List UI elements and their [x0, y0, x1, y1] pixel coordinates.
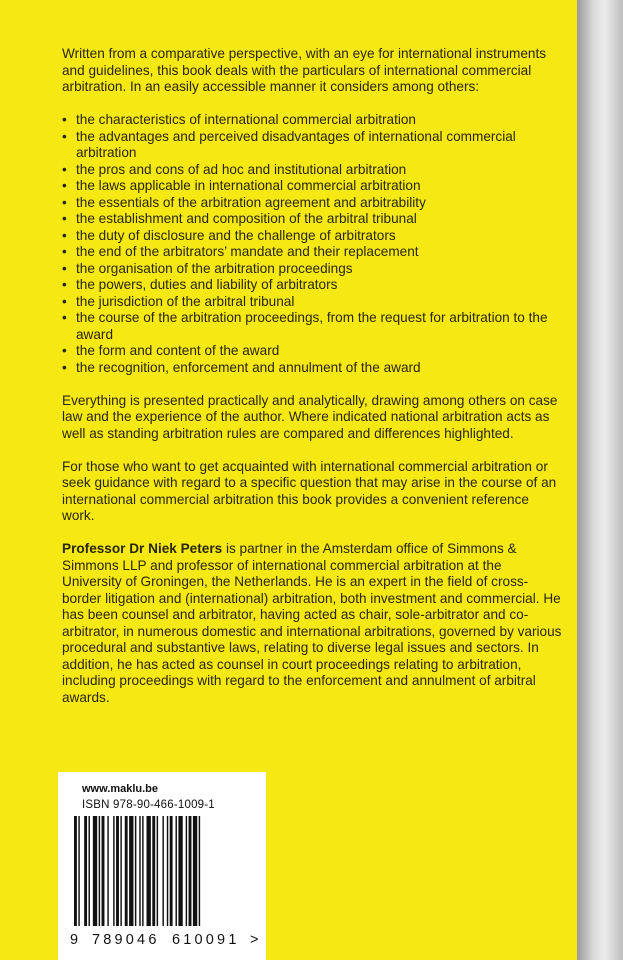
- list-item: • the organisation of the arbitration proceedings: [62, 261, 562, 278]
- barcode-arrow: >: [250, 932, 259, 948]
- list-item: • the characteristics of international commercial arbitration: [62, 112, 562, 129]
- topics-list: [62, 112, 562, 376]
- page-edge: [577, 0, 623, 960]
- barcode-icon: [72, 816, 256, 926]
- publisher-url: www.maklu.be: [82, 783, 159, 795]
- list-item: • the recognition, enforcement and annulment of the award: [62, 360, 562, 377]
- author-name: Professor Dr Niek Peters: [62, 541, 223, 556]
- list-item: • the pros and cons of ad hoc and institutional arbitration: [62, 162, 562, 179]
- intro-paragraph: Written from a comparative perspective, with an eye for international instruments and guidelines, this book deals with the particulars of international commercial arbitration. In an easily accessible manner it considers among others:: [62, 46, 547, 94]
- list-item: • the jurisdiction of the arbitral tribunal: [62, 294, 562, 311]
- author-bio: is partner in the Amsterdam office of Simmons & Simmons LLP and professor of international commercial arbitration at the University of Groningen, the Netherlands. He is an expert in the field of cross-border litigation and (international) arbitration, both investment and commercial. He has been counsel and arbitrator, having acted as chair, sole-arbitrator and co-arbitrator, in numerous domestic and international arbitrations, governed by various procedural and substantive laws, relating to diverse legal issues and sectors. In addition, he has acted as counsel in court proceedings relating to arbitration, including proceedings with regard to the enforcement and annulment of arbitral awards.: [62, 541, 562, 705]
- barcode-digit-first: 9: [70, 932, 79, 948]
- barcode-digits-right: 610091: [172, 932, 240, 948]
- list-item: • the laws applicable in international commercial arbitration: [62, 178, 562, 195]
- list-item: • the duty of disclosure and the challenge of arbitrators: [62, 228, 562, 245]
- list-item: • the establishment and composition of the arbitral tribunal: [62, 211, 562, 228]
- isbn-label: ISBN 978-90-466-1009-1: [82, 799, 215, 811]
- barcode-box: [58, 772, 266, 960]
- cover-text: [62, 46, 562, 723]
- list-item: • the powers, duties and liability of arbitrators: [62, 277, 562, 294]
- list-item: • the essentials of the arbitration agreement and arbitrability: [62, 195, 562, 212]
- author-paragraph: [62, 541, 562, 706]
- list-item: • the end of the arbitrators’ mandate and their replacement: [62, 244, 562, 261]
- audience-paragraph: For those who want to get acquainted with international commercial arbitration or seek guidance with regard to a specific question that may arise in the course of an international commercial arbitration this book provides a convenient reference work.: [62, 458, 557, 523]
- list-item: • the course of the arbitration proceedings, from the request for arbitration to the award: [62, 310, 562, 343]
- list-item: • the form and content of the award: [62, 343, 562, 360]
- summary-paragraph: Everything is presented practically and analytically, drawing among others on case law and the experience of the author. Where indicated national arbitration acts as well as standing arbitration rules are compared and differences highlighted.: [62, 392, 558, 441]
- barcode-digits-left: 789046: [92, 932, 160, 948]
- list-item: • the advantages and perceived disadvantages of international commercial arbitration: [62, 129, 562, 162]
